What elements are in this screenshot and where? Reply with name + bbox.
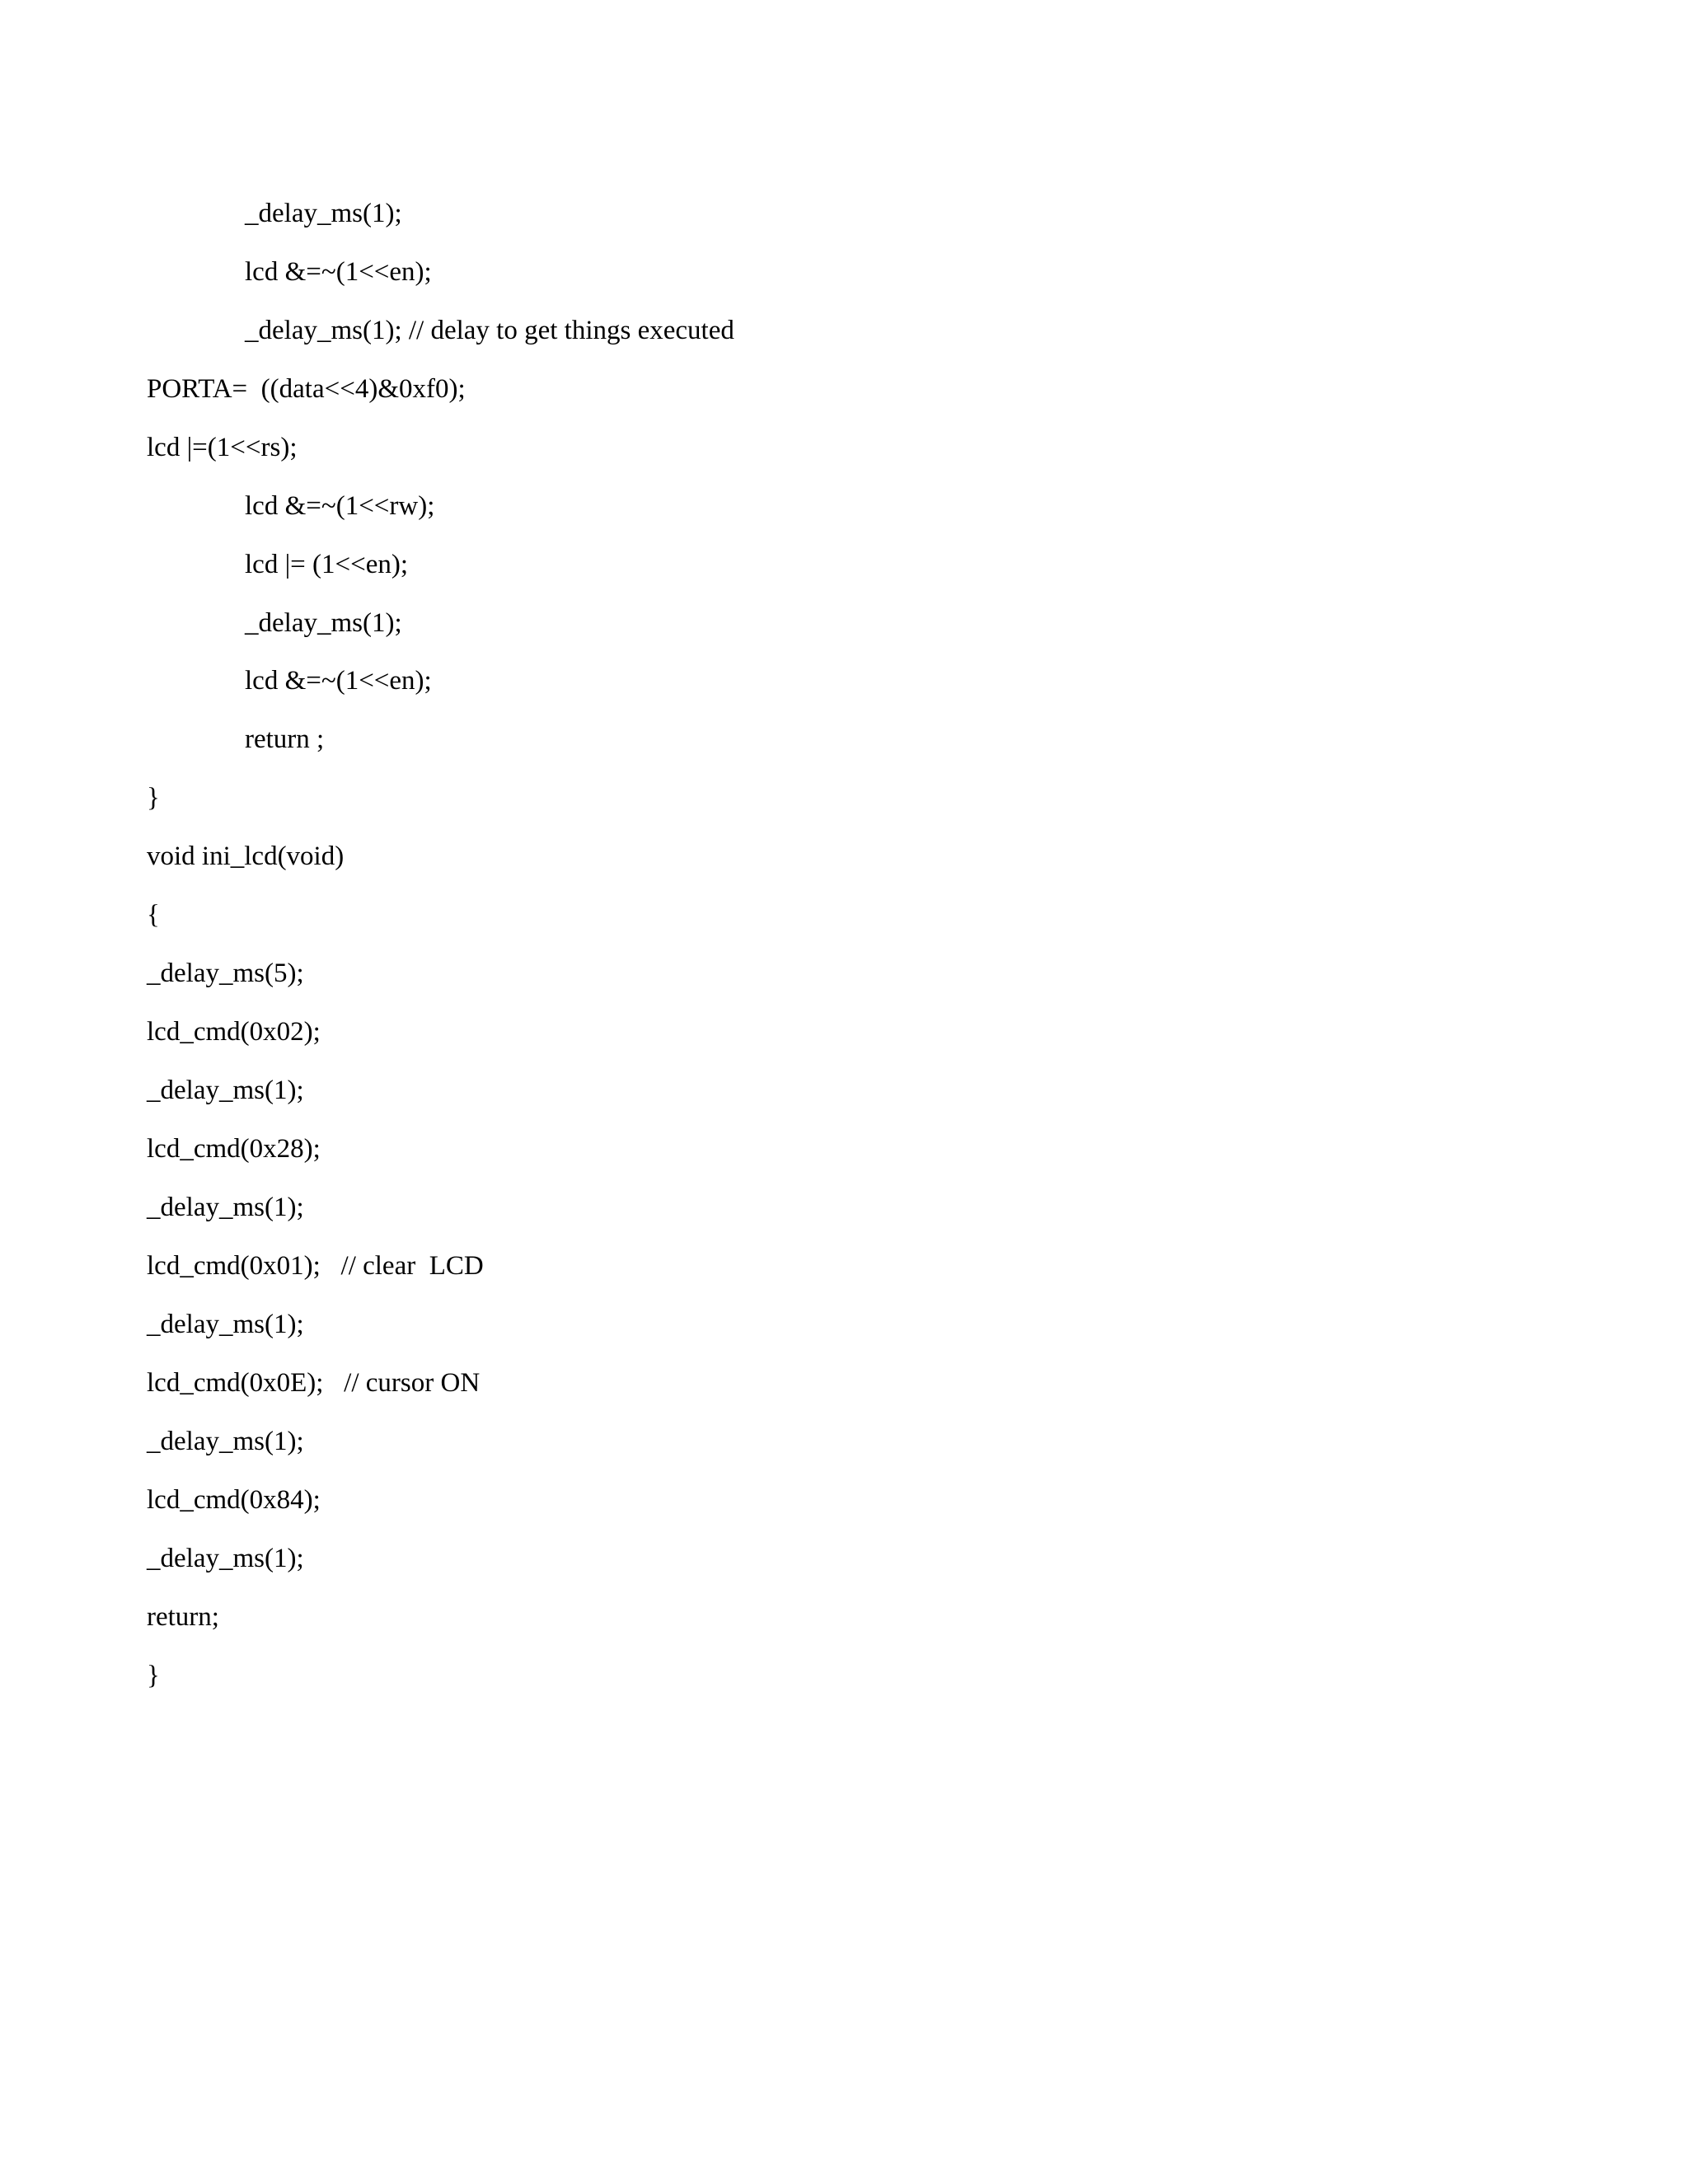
code-line: return ; xyxy=(245,724,325,754)
code-line: } xyxy=(147,783,160,813)
code-line: lcd |= (1<<en); xyxy=(245,550,409,579)
code-line: lcd_cmd(0x84); xyxy=(147,1485,321,1515)
code-line: lcd |=(1<<rs); xyxy=(147,433,298,462)
code-line: lcd &=~(1<<rw); xyxy=(245,491,435,521)
code-line: { xyxy=(147,900,160,930)
code-line: lcd_cmd(0x0E); // cursor ON xyxy=(147,1368,481,1398)
code-line: _delay_ms(1); xyxy=(245,199,402,228)
code-line: lcd_cmd(0x01); // clear LCD xyxy=(147,1251,484,1281)
code-line: _delay_ms(1); xyxy=(245,608,402,638)
code-line: lcd_cmd(0x28); xyxy=(147,1134,321,1164)
code-line: _delay_ms(1); // delay to get things executed xyxy=(245,316,734,345)
code-line: PORTA= ((data<<4)&0xf0); xyxy=(147,374,466,404)
code-line: return; xyxy=(147,1602,219,1632)
code-line: lcd &=~(1<<en); xyxy=(245,257,432,287)
code-line: _delay_ms(1); xyxy=(147,1544,304,1573)
code-line: _delay_ms(1); xyxy=(147,1427,304,1456)
code-line: _delay_ms(5); xyxy=(147,958,304,988)
code-line: } xyxy=(147,1661,160,1690)
code-line: lcd &=~(1<<en); xyxy=(245,666,432,696)
code-line: lcd_cmd(0x02); xyxy=(147,1017,321,1047)
code-line: _delay_ms(1); xyxy=(147,1193,304,1222)
code-line: void ini_lcd(void) xyxy=(147,841,345,871)
code-line: _delay_ms(1); xyxy=(147,1076,304,1105)
code-line: _delay_ms(1); xyxy=(147,1310,304,1339)
